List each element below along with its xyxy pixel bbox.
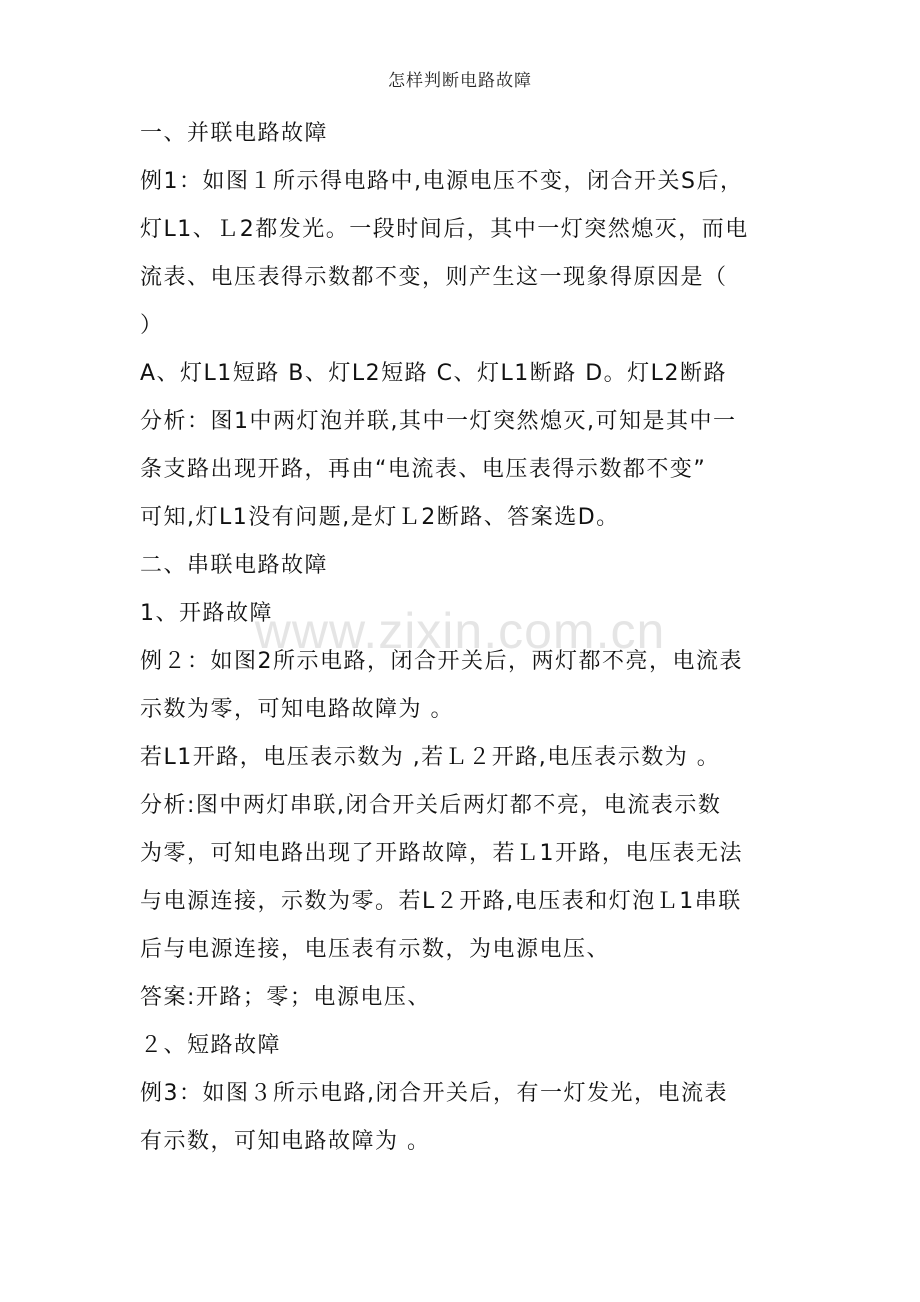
text-line: 例3：如图３所示电路,闭合开关后，有一灯发光，电流表 [140, 1081, 728, 1106]
text-line: 若L1开路，电压表示数为 ,若Ｌ２开路,电压表示数为 。 [140, 745, 721, 770]
answer-options: A、灯L1短路 B、灯L2短路 C、灯L1断路 D。灯L2断路 [140, 361, 727, 386]
document-body [140, 110, 780, 1166]
text-line: 与电源连接，示数为零。若L２开路,电压表和灯泡Ｌ1串联 [140, 889, 742, 914]
section-heading-parallel: 一、并联电路故障 [140, 121, 329, 146]
text-line: 有示数，可知电路故障为 。 [140, 1129, 431, 1154]
section-heading-series: 二、串联电路故障 [140, 553, 329, 578]
text-line: 例1：如图１所示得电路中,电源电压不变，闭合开关S后， [140, 169, 744, 194]
text-line: 分析：图1中两灯泡并联,其中一灯突然熄灭,可知是其中一 [140, 409, 737, 434]
subsection-heading-short-circuit: ２、短路故障 [140, 1033, 282, 1058]
text-line: 后与电源连接，电压表有示数，为电源电压、 [140, 937, 611, 962]
text-line: 为零，可知电路出现了开路故障，若Ｌ1开路，电压表无法 [140, 841, 743, 866]
text-line: 例２：如图2所示电路，闭合开关后，两灯都不亮，电流表 [140, 649, 743, 674]
text-line: 可知,灯L1没有问题,是灯Ｌ2断路、答案选D。 [140, 505, 620, 530]
text-line: 示数为零，可知电路故障为 。 [140, 697, 454, 722]
text-line: 分析:图中两灯串联,闭合开关后两灯都不亮，电流表示数 [140, 793, 722, 818]
answer-line: 答案:开路；零；电源电压、 [140, 985, 431, 1010]
text-line: ） [140, 313, 164, 338]
text-line: 灯L1、Ｌ2都发光。一段时间后，其中一灯突然熄灭，而电 [140, 217, 749, 242]
subsection-heading-open-circuit: 1、开路故障 [140, 601, 273, 626]
page-header-title: 怎样判断电路故障 [388, 71, 532, 91]
text-line: 条支路出现开路，再由“电流表、电压表得示数都不变” [140, 457, 707, 482]
watermark: www.zixin.com.cn [254, 603, 666, 659]
text-line: 流表、电压表得示数都不变，则产生这一现象得原因是（ [140, 265, 728, 290]
